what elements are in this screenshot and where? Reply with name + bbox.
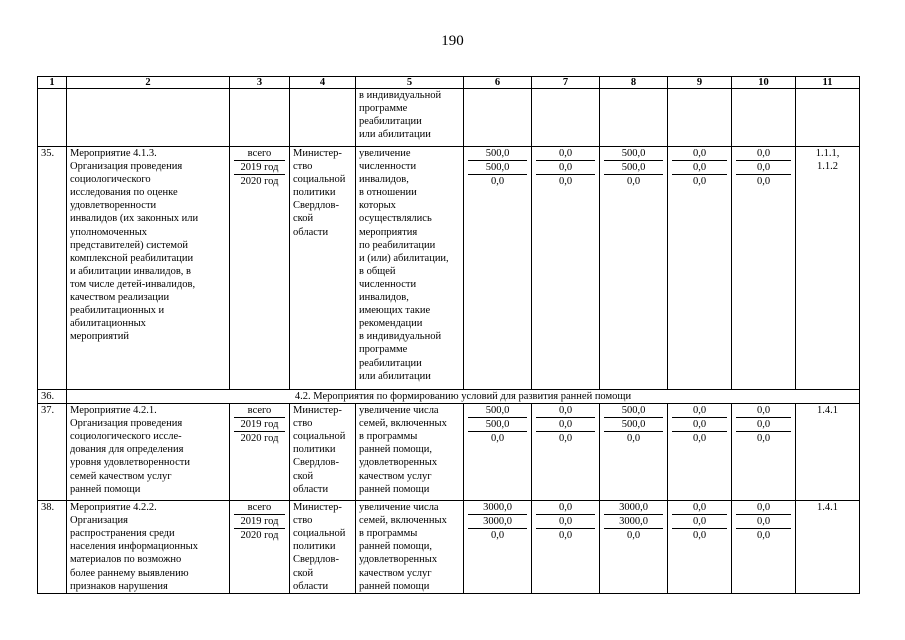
table-row: [38, 404, 860, 501]
amount-cell: [464, 147, 532, 390]
amount-cell: [732, 404, 796, 501]
amount-value: 0,0: [756, 176, 771, 188]
year-label: всего: [234, 501, 285, 515]
amount-value: 0,0: [490, 176, 505, 188]
amount-value: 0,0: [536, 418, 595, 432]
amount-cell: [732, 147, 796, 390]
row-number: 38.: [38, 501, 67, 594]
amount-value: 0,0: [536, 161, 595, 175]
col-header: 4: [290, 77, 356, 89]
indicator-text: в индивидуальной программе реабилитации или абилитации: [356, 89, 464, 147]
indicator-text: увеличение числа семей, включенных в программы ранней помощи, удовлетворенных качеством услуг ранней помощи: [356, 501, 464, 594]
activity-name: Мероприятие 4.1.3. Организация проведения социологического исследования по оценке удовлетворенности инвалидов (их законных или уполномоченных представителей) системой комплексной реабилитации и абилитации инвалидов, в том числе детей-инвалидов, качеством реализации реабилитационных и абилитационных мероприятий: [67, 147, 230, 390]
amount-value: 0,0: [536, 515, 595, 529]
amount-cell: [668, 501, 732, 594]
amount-value: 0,0: [558, 530, 573, 542]
col-header: 8: [600, 77, 668, 89]
amount-cell: [732, 501, 796, 594]
amount-value: 0,0: [672, 404, 727, 418]
year-label: 2019 год: [234, 418, 285, 432]
year-label: 2020 год: [240, 530, 279, 542]
activity-name: Мероприятие 4.2.2. Организация распространения среди населения информационных материалов по возможно более раннему выявлению признаков нарушения: [67, 501, 230, 594]
year-label: 2019 год: [234, 515, 285, 529]
amount-value: 0,0: [736, 515, 791, 529]
row-number: 35.: [38, 147, 67, 390]
amount-value: 0,0: [736, 501, 791, 515]
activity-name: Мероприятие 4.2.1. Организация проведения социологического иссле- дования для определения уровня удовлетворенности семей качеством услуг ранней помощи: [67, 404, 230, 501]
amount-value: 0,0: [626, 433, 641, 445]
amount-value: 0,0: [756, 530, 771, 542]
amount-value: 3000,0: [604, 515, 663, 529]
amount-cell: [600, 404, 668, 501]
years-cell: [230, 501, 290, 594]
table-row: [38, 147, 860, 390]
amount-value: 0,0: [490, 433, 505, 445]
amount-value: 0,0: [756, 433, 771, 445]
amount-cell: [532, 404, 600, 501]
amount-value: 0,0: [490, 530, 505, 542]
amount-value: 3000,0: [604, 501, 663, 515]
amount-value: 3000,0: [468, 515, 527, 529]
year-label: 2020 год: [240, 176, 279, 188]
amount-value: 0,0: [558, 433, 573, 445]
amount-value: 0,0: [626, 530, 641, 542]
amount-value: 0,0: [736, 161, 791, 175]
year-label: всего: [234, 147, 285, 161]
amount-cell: [600, 501, 668, 594]
amount-value: 500,0: [468, 161, 527, 175]
amount-value: 0,0: [736, 418, 791, 432]
table-row: [38, 501, 860, 594]
row-number: 37.: [38, 404, 67, 501]
amount-value: 0,0: [672, 515, 727, 529]
amount-value: 0,0: [692, 530, 707, 542]
target-indicator: 1.4.1: [796, 404, 860, 501]
col-header: 7: [532, 77, 600, 89]
amount-value: 0,0: [672, 418, 727, 432]
column-number-row: [38, 77, 860, 89]
amount-value: 500,0: [604, 161, 663, 175]
amount-cell: [464, 404, 532, 501]
amount-value: 500,0: [468, 404, 527, 418]
amount-value: 0,0: [536, 147, 595, 161]
amount-cell: [668, 147, 732, 390]
executor: Министер- ство социальной политики Свердлов- ской области: [290, 501, 356, 594]
amount-value: 500,0: [468, 418, 527, 432]
col-header: 6: [464, 77, 532, 89]
amount-cell: [532, 147, 600, 390]
target-indicator: 1.1.1, 1.1.2: [796, 147, 860, 390]
amount-value: 0,0: [736, 147, 791, 161]
col-header: 1: [38, 77, 67, 89]
amount-value: 0,0: [672, 147, 727, 161]
target-indicator: 1.4.1: [796, 501, 860, 594]
amount-value: 0,0: [692, 433, 707, 445]
amount-value: 0,0: [536, 501, 595, 515]
col-header: 2: [67, 77, 230, 89]
amount-value: 3000,0: [468, 501, 527, 515]
amount-value: 500,0: [468, 147, 527, 161]
indicator-text: увеличение численности инвалидов, в отношении которых осуществлялись мероприятия по реабилитации и (или) абилитации, в общей численности инвалидов, имеющих такие рекомендации в индивидуальной программе реабилитации или абилитации: [356, 147, 464, 390]
col-header: 10: [732, 77, 796, 89]
amount-value: 0,0: [672, 501, 727, 515]
executor: Министер- ство социальной политики Свердлов- ской области: [290, 404, 356, 501]
year-label: 2019 год: [234, 161, 285, 175]
section-row: [38, 390, 860, 404]
amount-value: 500,0: [604, 418, 663, 432]
years-cell: [230, 147, 290, 390]
year-label: всего: [234, 404, 285, 418]
amount-value: 500,0: [604, 147, 663, 161]
continuation-row: [38, 89, 860, 147]
page-number: 190: [441, 33, 464, 49]
col-header: 3: [230, 77, 290, 89]
amount-value: 0,0: [672, 161, 727, 175]
col-header: 11: [796, 77, 860, 89]
amount-value: 0,0: [536, 404, 595, 418]
amount-value: 0,0: [626, 176, 641, 188]
program-table: [37, 76, 860, 594]
years-cell: [230, 404, 290, 501]
indicator-text: увеличение числа семей, включенных в программы ранней помощи, удовлетворенных качеством услуг ранней помощи: [356, 404, 464, 501]
col-header: 9: [668, 77, 732, 89]
row-number: 36.: [38, 390, 67, 404]
amount-value: 0,0: [736, 404, 791, 418]
executor: Министер- ство социальной политики Свердлов- ской области: [290, 147, 356, 390]
amount-value: 0,0: [558, 176, 573, 188]
amount-value: 0,0: [692, 176, 707, 188]
amount-cell: [532, 501, 600, 594]
amount-value: 500,0: [604, 404, 663, 418]
amount-cell: [464, 501, 532, 594]
amount-cell: [668, 404, 732, 501]
year-label: 2020 год: [240, 433, 279, 445]
col-header: 5: [356, 77, 464, 89]
amount-cell: [600, 147, 668, 390]
section-title: 4.2. Мероприятия по формированию условий для развития ранней помощи: [67, 390, 860, 404]
